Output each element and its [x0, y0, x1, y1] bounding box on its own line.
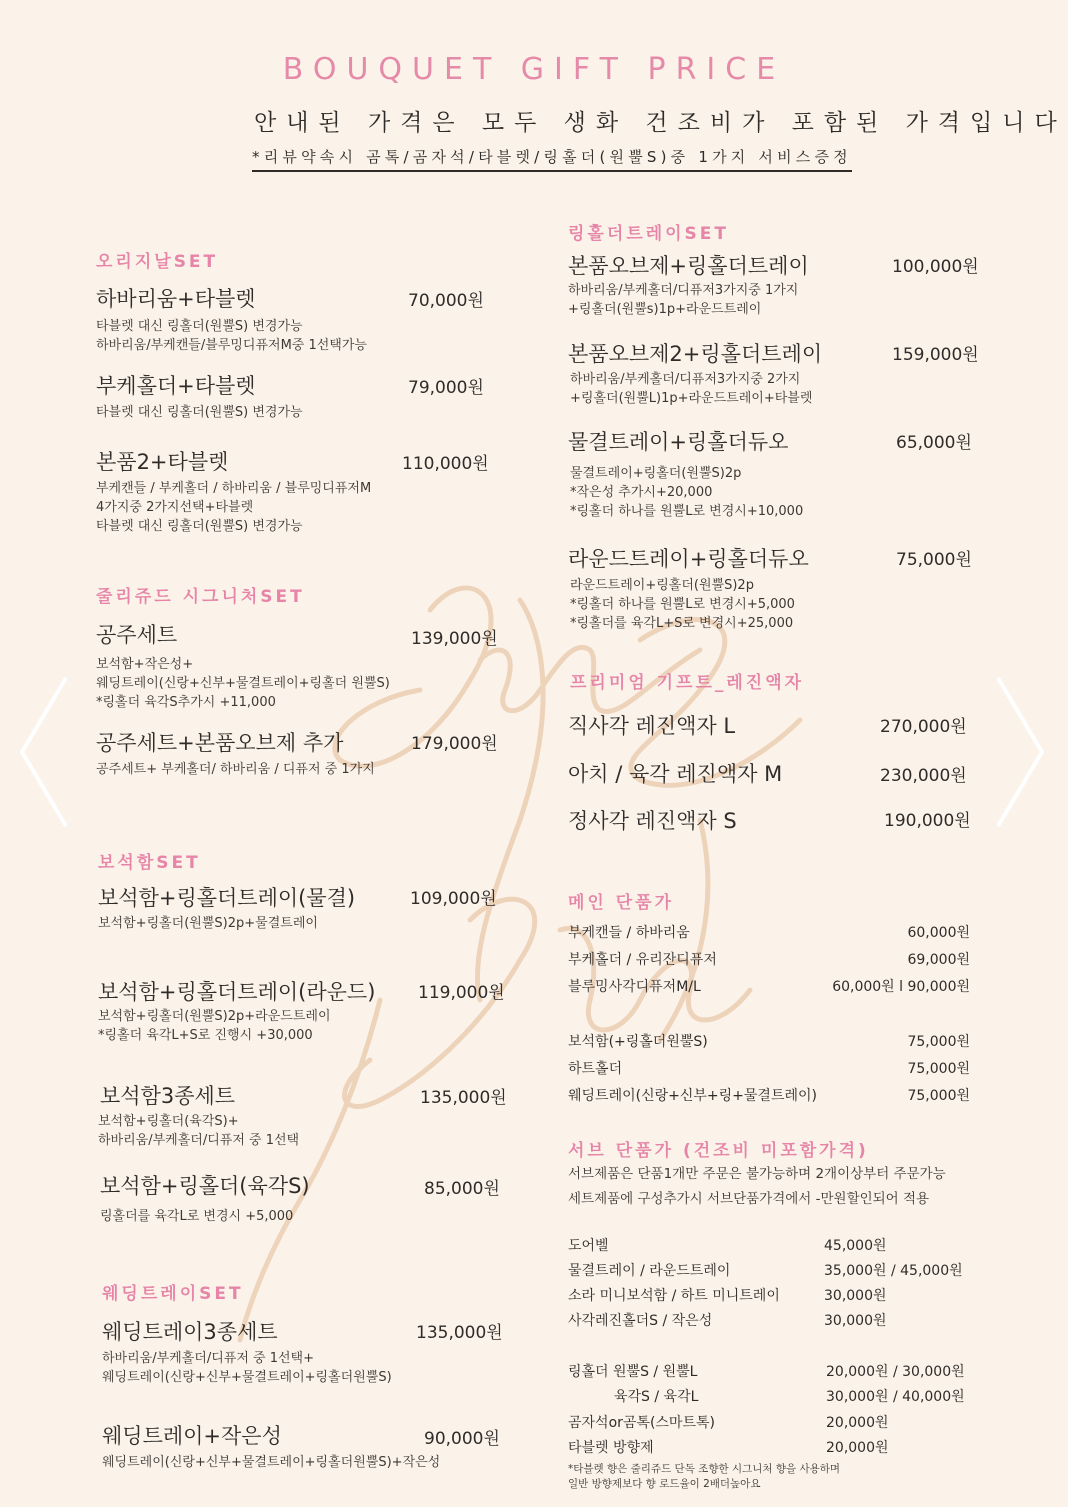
section-title-ringtray: 링홀더트레이SET	[568, 224, 729, 244]
single-name: 웨딩트레이(신랑+신부+링+물결트레이)	[568, 1088, 817, 1104]
item-price: 135,000원	[420, 1088, 507, 1108]
section-title-premium: 프리미엄 기프트_레진액자	[570, 673, 805, 693]
item-price: 110,000원	[402, 454, 489, 474]
single-name: 하트홀더	[568, 1061, 623, 1077]
single-price: 75,000원	[907, 1088, 970, 1104]
sub-name: 사각레진홀더S / 작은성	[568, 1313, 713, 1329]
item-name: 직사각 레진액자 L	[568, 714, 736, 738]
item-desc: 링홀더를 육각L로 변경시 +5,000	[100, 1209, 294, 1224]
item-price: 79,000원	[408, 378, 484, 398]
sub-price: 30,000원	[824, 1288, 887, 1304]
single-price: 60,000원 l 90,000원	[832, 979, 970, 995]
item-desc: 보석함+링홀더(육각S)+ 하바리움/부케홀더/디퓨저 중 1선택	[98, 1114, 300, 1148]
sub-price: 45,000원	[824, 1238, 887, 1254]
single-price: 75,000원	[907, 1034, 970, 1050]
chevron-right-icon[interactable]	[990, 672, 1050, 832]
sub-price: 30,000원 / 40,000원	[826, 1389, 965, 1405]
item-desc: 보석함+링홀더(원뿔S)2p+라운드트레이 *링홀더 육각L+S로 진행시 +30,000	[98, 1009, 331, 1043]
sub-name: 소라 미니보석함 / 하트 미니트레이	[568, 1288, 780, 1304]
section-title-wedding: 웨딩트레이SET	[102, 1284, 244, 1304]
item-price: 85,000원	[424, 1179, 500, 1199]
item-name: 본품2+타블렛	[96, 450, 229, 474]
item-price: 119,000원	[418, 983, 505, 1003]
item-name: 물결트레이+링홀더듀오	[568, 430, 789, 454]
item-desc: 하바리움/부케홀더/디퓨저 중 1선택+ 웨딩트레이(신랑+신부+물결트레이+링홀더원뿔S)	[102, 1351, 392, 1385]
item-price: 179,000원	[411, 734, 498, 754]
item-name: 보석함+링홀더트레이(라운드)	[98, 980, 376, 1004]
sub-name: 육각S / 육각L	[614, 1389, 699, 1405]
item-price: 109,000원	[410, 889, 497, 909]
item-name: 보석함+링홀더트레이(물결)	[98, 886, 356, 910]
item-desc: 타블렛 대신 링홀더(원뿔S) 변경가능	[96, 405, 303, 420]
single-name: 블루밍사각디퓨저M/L	[568, 979, 701, 995]
sub-price: 20,000원	[826, 1415, 889, 1431]
sub-name: 링홀더 원뿔S / 원뿔L	[568, 1364, 698, 1380]
sub-price: 20,000원 / 30,000원	[826, 1364, 965, 1380]
item-price: 135,000원	[416, 1323, 503, 1343]
chevron-left-icon[interactable]	[14, 672, 74, 832]
item-desc: 보석함+작은성+ 웨딩트레이(신랑+신부+물결트레이+링홀더 원뿔S) *링홀더 육각S추가시 +11,000	[96, 657, 390, 710]
single-name: 부케홀더 / 유리잔디퓨저	[568, 952, 717, 968]
item-name: 부케홀더+타블렛	[96, 374, 256, 398]
section-title-jewel: 보석함SET	[98, 853, 201, 873]
item-name: 아치 / 육각 레진액자 M	[568, 762, 783, 786]
sub-name: 곰자석or곰톡(스마트톡)	[568, 1415, 715, 1431]
sub-price: 30,000원	[824, 1313, 887, 1329]
item-desc: 보석함+링홀더(원뿔S)2p+물결트레이	[98, 916, 318, 931]
item-desc: 웨딩트레이(신랑+신부+물결트레이+링홀더원뿔S)+작은성	[102, 1455, 441, 1470]
item-price: 75,000원	[896, 550, 972, 570]
sub-single-intro: 서브제품은 단품1개만 주문은 불가능하며 2개이상부터 주문가능 세트제품에 구성추가시 서브단품가격에서 -만원할인되어 적용	[568, 1166, 946, 1207]
tablet-footnote: *타블렛 향은 줄리쥬드 단독 조향한 시그니처 향을 사용하며 일반 방향제보다 향 로드율이 2배더높아요	[568, 1463, 841, 1490]
item-name: 웨딩트레이3종세트	[102, 1320, 278, 1344]
item-name: 웨딩트레이+작은성	[102, 1424, 282, 1448]
item-name: 본품오브제2+링홀더트레이	[568, 342, 823, 366]
single-name: 보석함(+링홀더원뿔S)	[568, 1034, 708, 1050]
single-price: 69,000원	[907, 952, 970, 968]
item-name: 라운드트레이+링홀더듀오	[568, 547, 809, 571]
item-name: 공주세트+본품오브제 추가	[96, 731, 344, 755]
item-desc: 물결트레이+링홀더(원뿔S)2p *작은성 추가시+20,000 *링홀더 하나를 원뿔L로 변경시+10,000	[570, 466, 804, 519]
item-name: 정사각 레진액자 S	[568, 809, 737, 833]
item-price: 65,000원	[896, 433, 972, 453]
item-price: 270,000원	[880, 717, 967, 737]
section-title-sub-single: 서브 단품가 (건조비 미포함가격)	[568, 1141, 869, 1161]
item-desc: 하바리움/부케홀더/디퓨저3가지중 2가지 +링홀더(원뿔L)1p+라운드트레이+타블렛	[570, 372, 813, 406]
single-price: 75,000원	[907, 1061, 970, 1077]
item-name: 하바리움+타블렛	[96, 287, 256, 311]
item-price: 90,000원	[424, 1429, 500, 1449]
item-desc: 부케캔들 / 부케홀더 / 하바리움 / 블루밍디퓨저M 4가지중 2가지선택+타블렛 타블렛 대신 링홀더(원뿔S) 변경가능	[96, 481, 372, 534]
sub-price: 35,000원 / 45,000원	[824, 1263, 963, 1279]
item-name: 본품오브제+링홀더트레이	[568, 254, 809, 278]
sub-name: 타블렛 방향제	[568, 1440, 654, 1456]
section-title-original: 오리지날SET	[96, 252, 219, 272]
review-notice: *리뷰약속시 곰톡/곰자석/타블렛/링홀더(원뿔S)중 1가지 서비스증정	[252, 146, 852, 172]
item-price: 190,000원	[884, 811, 971, 831]
page-subtitle: 안내된 가격은 모두 생화 건조비가 포함된 가격입니다	[254, 110, 1067, 136]
item-name: 보석함+링홀더(육각S)	[100, 1174, 310, 1198]
page-title: BOUQUET GIFT PRICE	[282, 52, 786, 87]
item-price: 230,000원	[880, 766, 967, 786]
item-name: 보석함3종세트	[100, 1084, 236, 1108]
single-name: 부케캔들 / 하바리움	[568, 925, 690, 941]
section-title-main-single: 메인 단품가	[568, 893, 675, 913]
item-desc: 라운드트레이+링홀더(원뿔S)2p *링홀더 하나를 원뿔L로 변경시+5,000 *링홀더를 육각L+S로 변경시+25,000	[570, 578, 795, 631]
item-desc: 하바리움/부케홀더/디퓨저3가지중 1가지 +링홀더(원뿔s)1p+라운드트레이	[568, 283, 799, 317]
item-price: 70,000원	[408, 291, 484, 311]
item-desc: 타블렛 대신 링홀더(원뿔S) 변경가능 하바리움/부케캔들/블루밍디퓨저M중 1선택가능	[96, 319, 367, 353]
sub-name: 도어벨	[568, 1238, 609, 1254]
item-price: 139,000원	[411, 629, 498, 649]
sub-price: 20,000원	[826, 1440, 889, 1456]
item-price: 100,000원	[892, 257, 979, 277]
item-price: 159,000원	[892, 345, 979, 365]
item-desc: 공주세트+ 부케홀더/ 하바리움 / 디퓨저 중 1가지	[96, 762, 375, 777]
item-name: 공주세트	[96, 623, 178, 647]
section-title-signature: 줄리쥬드 시그니처SET	[96, 587, 305, 607]
sub-name: 물결트레이 / 라운드트레이	[568, 1263, 731, 1279]
single-price: 60,000원	[907, 925, 970, 941]
